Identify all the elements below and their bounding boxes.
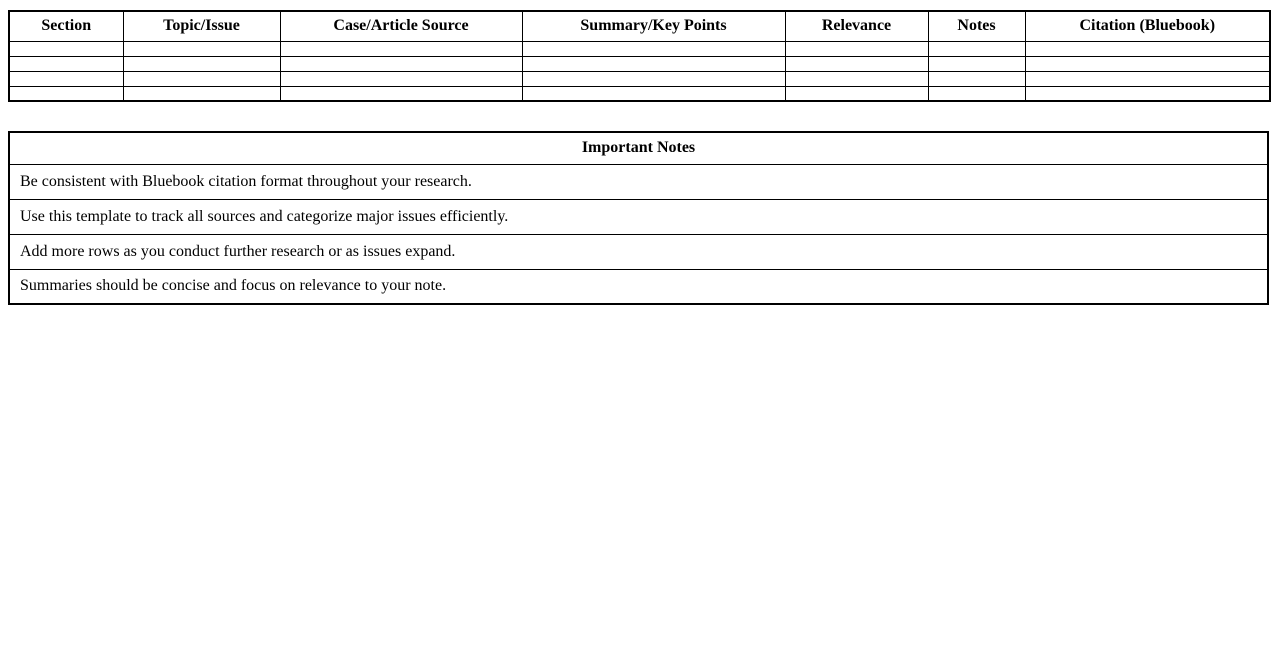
research-cell[interactable] (928, 86, 1025, 101)
research-cell[interactable] (785, 41, 928, 56)
note-text: Be consistent with Bluebook citation format throughout your research. (9, 164, 1268, 199)
column-header-notes: Notes (928, 11, 1025, 41)
note-text: Add more rows as you conduct further research or as issues expand. (9, 234, 1268, 269)
important-notes-table (8, 131, 1269, 305)
research-cell[interactable] (280, 86, 522, 101)
column-header-topic-issue: Topic/Issue (123, 11, 280, 41)
research-cell[interactable] (9, 56, 123, 71)
note-text: Use this template to track all sources and categorize major issues efficiently. (9, 199, 1268, 234)
column-header-section: Section (9, 11, 123, 41)
research-header-row (9, 11, 1270, 41)
note-row (9, 234, 1268, 269)
notes-table-title: Important Notes (9, 132, 1268, 164)
research-empty-row (9, 71, 1270, 86)
research-cell[interactable] (785, 56, 928, 71)
research-cell[interactable] (9, 86, 123, 101)
notes-header-row (9, 132, 1268, 164)
research-cell[interactable] (280, 56, 522, 71)
research-cell[interactable] (522, 56, 785, 71)
research-cell[interactable] (928, 56, 1025, 71)
research-cell[interactable] (785, 71, 928, 86)
research-cell[interactable] (1025, 86, 1270, 101)
note-row (9, 199, 1268, 234)
research-empty-row (9, 86, 1270, 101)
column-header-citation-bluebook: Citation (Bluebook) (1025, 11, 1270, 41)
column-header-relevance: Relevance (785, 11, 928, 41)
research-cell[interactable] (123, 71, 280, 86)
research-empty-row (9, 56, 1270, 71)
column-header-summary-key-points: Summary/Key Points (522, 11, 785, 41)
research-cell[interactable] (9, 71, 123, 86)
research-cell[interactable] (280, 41, 522, 56)
research-cell[interactable] (123, 41, 280, 56)
research-empty-row (9, 41, 1270, 56)
research-cell[interactable] (522, 86, 785, 101)
research-cell[interactable] (522, 71, 785, 86)
research-cell[interactable] (785, 86, 928, 101)
research-cell[interactable] (123, 86, 280, 101)
research-cell[interactable] (123, 56, 280, 71)
research-cell[interactable] (280, 71, 522, 86)
research-cell[interactable] (1025, 71, 1270, 86)
research-cell[interactable] (9, 41, 123, 56)
research-cell[interactable] (928, 71, 1025, 86)
research-cell[interactable] (1025, 56, 1270, 71)
note-text: Summaries should be concise and focus on relevance to your note. (9, 269, 1268, 304)
note-row (9, 269, 1268, 304)
research-tracking-table (8, 10, 1271, 102)
note-row (9, 164, 1268, 199)
research-cell[interactable] (928, 41, 1025, 56)
research-cell[interactable] (522, 41, 785, 56)
column-header-case-article-source: Case/Article Source (280, 11, 522, 41)
research-cell[interactable] (1025, 41, 1270, 56)
